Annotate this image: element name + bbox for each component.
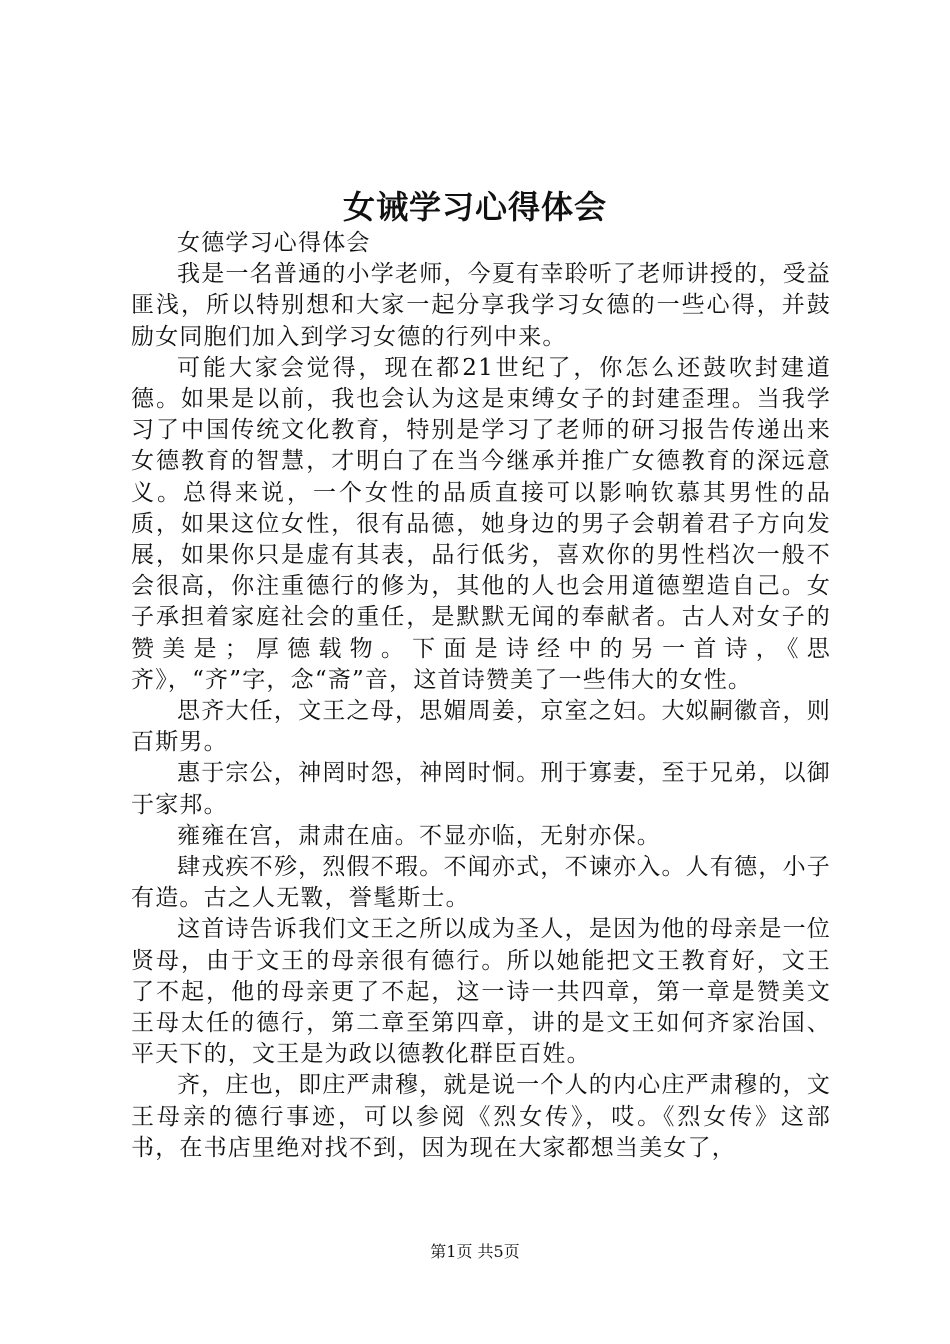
page-footer: 第1页 共5页 <box>430 1242 520 1261</box>
paragraph: 齐，庄也，即庄严肃穆，就是说一个人的内心庄严肃穆的，文王母亲的德行事迹，可以参阅《烈女传》，哎。《烈女传》这部书，在书店里绝对找不到，因为现在大家都想当美女了， <box>131 1072 831 1161</box>
document-title: 女诫学习心得体会 <box>342 188 607 226</box>
paragraph: 可能大家会觉得，现在都21世纪了，你怎么还鼓吹封建道德。如果是以前，我也会认为这是束缚女子的封建歪理。当我学习了中国传统文化教育，特别是学习了老师的研习报告传递出来女德教育的智慧，才明白了在当今继承并推广女德教育的深远意义。总得来说，一个女性的品质直接可以影响钦慕其男性的品质，如果这位女性，很有品德，她身边的男子会朝着君子方向发展，如果你只是虚有其表，品行低劣，喜欢你的男性档次一般不会很高，你注重德行的修为，其他的人也会用道德塑造自己。女子承担着家庭社会的重任，是默默无闻的奉献者。古人对女子的赞美是；厚德载物。下面是诗经中的另一首诗，《思齐》，“齐”字，念“斋”音，这首诗赞美了一些伟大的女性。 <box>131 354 831 693</box>
document-body <box>131 228 831 1164</box>
paragraph: 这首诗告诉我们文王之所以成为圣人，是因为他的母亲是一位贤母，由于文王的母亲很有德行。所以她能把文王教育好，文王了不起，他的母亲更了不起，这一诗一共四章，第一章是赞美文王母太任的德行，第二章至第四章，讲的是文王如何齐家治国、平天下的，文王是为政以德教化群臣百姓。 <box>131 916 831 1068</box>
paragraph: 雍雍在宫，肃肃在庙。不显亦临，无射亦保。 <box>177 822 661 849</box>
paragraph: 肆戎疾不殄，烈假不瑕。不闻亦式，不谏亦入。人有德，小子有造。古之人无斁，誉髦斯士。 <box>131 854 831 912</box>
paragraph: 惠于宗公，神罔时怨，神罔时恫。刑于寡妻，至于兄弟，以御于家邦。 <box>131 760 831 818</box>
paragraph: 思齐大任，文王之母，思媚周姜，京室之妇。大姒嗣徽音，则百斯男。 <box>131 698 831 756</box>
paragraph: 女德学习心得体会 <box>177 230 371 256</box>
paragraph: 我是一名普通的小学老师，今夏有幸聆听了老师讲授的，受益匪浅，所以特别想和大家一起分享我学习女德的一些心得，并鼓励女同胞们加入到学习女德的行列中来。 <box>131 261 831 350</box>
